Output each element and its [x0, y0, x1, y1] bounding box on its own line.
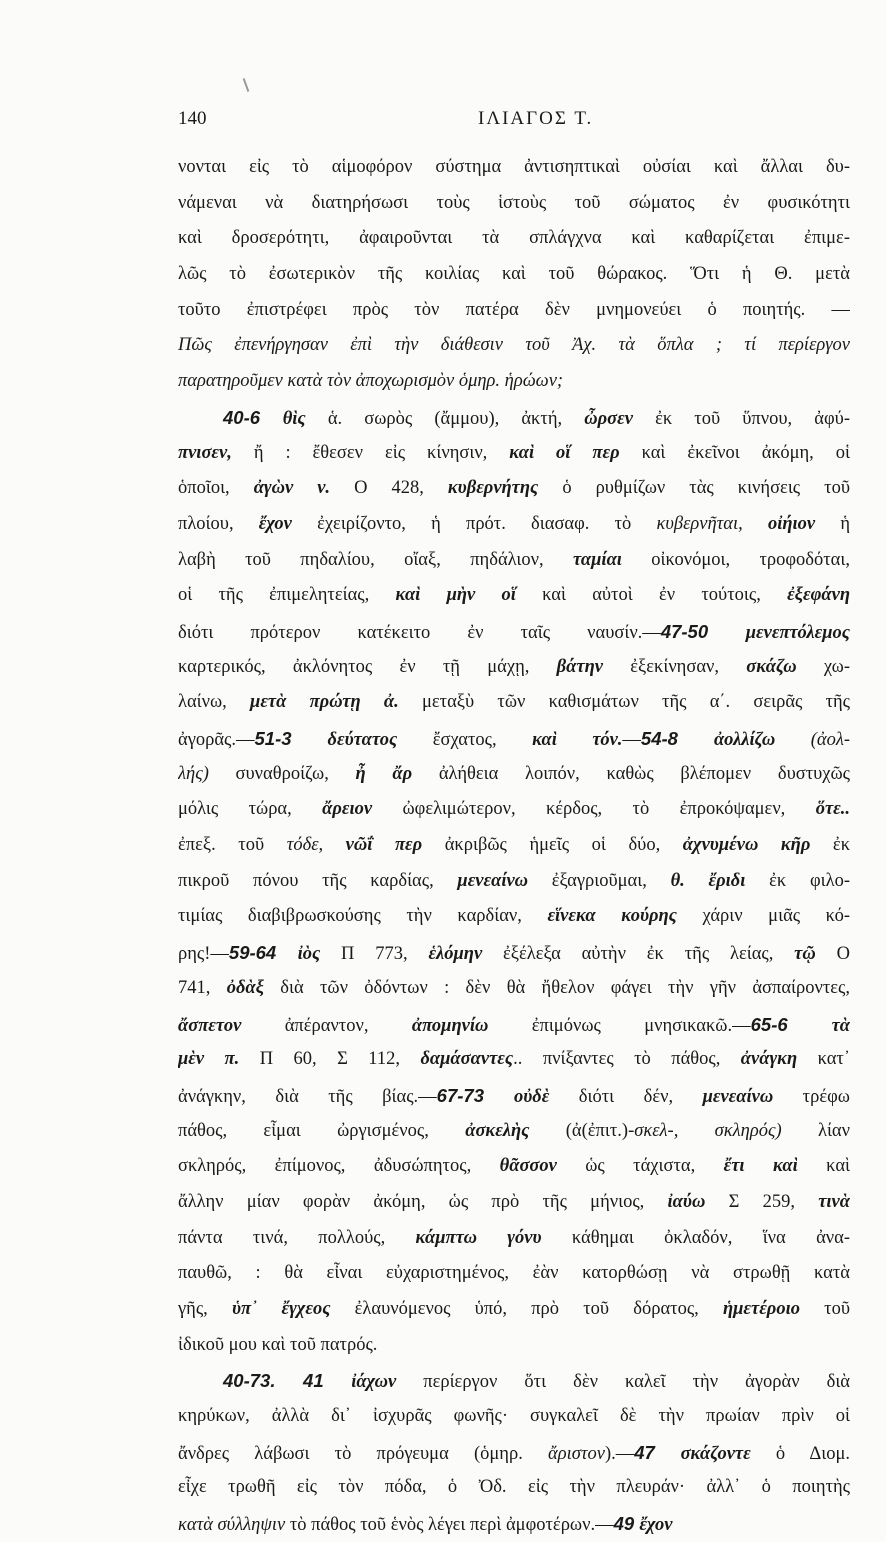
text-segment: 47: [634, 1441, 681, 1463]
text-segment: καὶ αὐτοὶ ἐν τούτοις,: [515, 585, 788, 606]
text-segment: τιμίας διαβιβρωσκούσης τὴν καρδίαν,: [178, 906, 548, 927]
text-segment: καὶ δροσερότητι, ἀφαιροῦνται τὰ σπλάγχνα καὶ καθαρίζεται ἐπιμε-: [178, 228, 850, 249]
text-segment: σκάζοντε: [680, 1443, 751, 1464]
text-line: [178, 757, 850, 793]
text-segment: 51-3: [254, 728, 328, 749]
text-line: [178, 1506, 850, 1542]
text-line: [178, 293, 850, 329]
text-line: [178, 543, 850, 579]
text-segment: ἔχον: [639, 1515, 673, 1536]
text-line: [178, 721, 850, 757]
text-segment: ἄριστον: [548, 1443, 605, 1464]
text-line: [178, 614, 850, 650]
text-segment: ἔτι καὶ: [723, 1156, 798, 1177]
text-segment: 741,: [178, 977, 227, 998]
text-segment: τὰ: [831, 1015, 850, 1036]
text-segment: συναθροίζω,: [208, 763, 356, 784]
text-segment: καὶ τόν.: [532, 730, 623, 750]
text-segment: .. πνίξαντες τὸ πάθος,: [513, 1049, 741, 1070]
text-segment: θὶς: [282, 408, 328, 429]
text-segment: ἔχον: [258, 513, 292, 534]
text-segment: νάμεναι νὰ διατηρήσωσι τοὺς ἱστοὺς τοῦ σώματος ἐν φυσικότητι: [178, 192, 850, 213]
text-segment: ὀδὰξ: [226, 977, 264, 998]
text-line: [178, 507, 850, 543]
text-segment: Ο 428,: [330, 478, 448, 499]
text-segment: οὐδὲ: [513, 1086, 550, 1107]
text-segment: 49: [613, 1513, 640, 1535]
text-segment: λαίνω,: [178, 692, 251, 713]
text-segment: κυβερνήτης: [447, 478, 539, 499]
text-segment: διότι πρότερον κατέκειτο ἐν ταῖς ναυσίν.—: [178, 622, 661, 643]
text-line: [178, 935, 850, 971]
text-segment: 65-6: [750, 1013, 832, 1035]
text-line: [178, 1256, 850, 1292]
text-line: [178, 1470, 850, 1506]
text-line: [178, 1185, 850, 1221]
text-segment: 54-8: [640, 728, 714, 749]
text-segment: Π 60, Σ 112,: [239, 1049, 421, 1070]
text-segment: καὶ μὴν οἵ: [395, 585, 516, 606]
text-segment: λής): [178, 763, 209, 784]
text-segment: ἰαύω: [667, 1191, 706, 1212]
text-segment: τῷ: [794, 944, 816, 965]
text-line: [178, 864, 850, 900]
text-segment: ἐξεκίνησαν,: [602, 656, 747, 677]
text-segment: καὶ: [797, 1156, 850, 1177]
text-segment: παυθῶ, : θὰ εἶναι εὐχαριστημένος, ἐὰν κατορθώσῃ νὰ στρωθῇ κατὰ: [178, 1263, 850, 1284]
text-line: [178, 650, 850, 686]
text-line: [178, 1149, 850, 1185]
text-segment: γῆς,: [178, 1299, 232, 1319]
text-segment: πάντα τινά, πολλούς,: [178, 1227, 416, 1248]
text-segment: μόλις τώρα,: [178, 799, 323, 820]
text-segment: παρατηροῦμεν κατὰ τὸν ἀποχωρισμὸν ὁμηρ. ἡρώων;: [178, 371, 564, 392]
text-segment: μεταξὺ τῶν καθισμάτων τῆς α΄. σειρᾶς τῆς: [398, 692, 850, 713]
text-segment: χάριν μιᾶς κό-: [676, 906, 850, 927]
text-segment: ).—: [604, 1443, 635, 1464]
text-segment: ἐκ τοῦ ὕπνου, ἀφύ-: [632, 408, 850, 429]
text-segment: Πῶς ἐπενήργησαν ἐπὶ τὴν διάθεσιν τοῦ Ἀχ. τὰ ὅπλα ; τί περίεργον: [178, 335, 850, 356]
text-segment: ἀολλίζω: [713, 730, 776, 750]
text-segment: περίεργον ὅτι δὲν καλεῖ τὴν ἀγορὰν διὰ: [396, 1372, 850, 1393]
text-segment: ἡμετέροιο: [722, 1299, 800, 1319]
text-segment: ἀλήθεια λοιπόν, καθὼς βλέπομεν δυστυχῶς: [412, 763, 850, 784]
text-line: [178, 685, 850, 721]
text-segment: ἀγὼν ν.: [253, 478, 331, 499]
text-segment: ἐκ: [810, 835, 850, 856]
text-segment: 47-50: [660, 620, 746, 642]
text-segment: βάτην: [556, 656, 603, 677]
text-segment: κάθημαι ὀκλαδόν, ἵνα ἀνα-: [541, 1227, 850, 1248]
text-segment: θᾶσσον: [499, 1156, 557, 1177]
text-segment: δεύτατος: [327, 730, 398, 750]
text-segment: σκληρός, ἐπίμονος, ἀδυσώπητος,: [178, 1156, 500, 1177]
text-segment: ἄσπετον: [178, 1015, 242, 1036]
text-line: [178, 400, 850, 436]
text-segment: μενεπτόλεμος: [745, 622, 850, 643]
text-line: [178, 1042, 850, 1078]
text-segment: δαμάσαντες: [420, 1049, 514, 1070]
text-segment: κάμπτω γόνυ: [415, 1227, 542, 1248]
text-segment: ἄνδρες λάβωσι τὸ πρόγευμα (ὁμηρ.: [178, 1443, 549, 1464]
text-segment: πνισεν,: [178, 442, 254, 463]
text-segment: λίαν: [781, 1120, 850, 1141]
text-segment: 40-73.: [223, 1370, 304, 1392]
text-segment: Σ 259,: [705, 1191, 819, 1212]
text-segment: τρέφω: [773, 1086, 850, 1107]
text-segment: τὸ πάθος τοῦ ἑνὸς λέγει περὶ ἀμφοτέρων.—: [285, 1515, 614, 1536]
text-segment: εἶχε τρωθῆ εἰς τὸν πόδα, ὁ Ὀδ. εἰς τὴν πλευράν· ἀλλ᾽ ὁ ποιητὴς: [178, 1477, 850, 1498]
text-segment: κυβερνῆται,: [656, 513, 768, 534]
text-segment: νονται εἰς τὸ αἱμοφόρον σύστημα ἀντισηπτικαὶ οὐσίαι καὶ ἄλλαι δυ-: [178, 157, 850, 177]
text-segment: τόδε,: [286, 835, 346, 856]
text-segment: καὶ ἐκεῖνοι ἀκόμη, οἱ: [619, 442, 850, 463]
text-segment: ἐπιμόνως μνησικακῶ.—: [488, 1015, 751, 1036]
text-segment: τινὰ: [818, 1191, 850, 1212]
text-line: [178, 436, 850, 472]
text-segment: ὁ ρυθμίζων τὰς κινήσεις τοῦ: [538, 478, 850, 499]
text-line: [178, 828, 850, 864]
text-segment: ἐπεξ. τοῦ: [178, 835, 287, 856]
text-segment: καὶ οἵ περ: [509, 442, 620, 463]
text-segment: τοῦ: [799, 1299, 850, 1319]
text-segment: διὰ τῶν ὀδόντων : δὲν θὰ ἤθελον φάγει τὴν γῆν ἀσπαίροντες,: [263, 977, 850, 998]
text-segment: ἐχειρίζοντο, ἡ πρότ. διασαφ. τὸ: [291, 513, 657, 534]
text-segment: κηρύκων, ἀλλὰ δι᾽ ἰσχυρᾶς φωνῆς· συγκαλεῖ δὲ τὴν πρωίαν πρὶν οἱ: [178, 1406, 850, 1427]
text-segment: ἀπομηνίω: [411, 1015, 489, 1036]
text-segment: ἰὸς: [297, 944, 321, 965]
text-segment: ὠφελιμώτερον, κέρδος, τὸ ἐπροκόψαμεν,: [372, 799, 816, 820]
text-line: [178, 578, 850, 614]
text-segment: Ο: [815, 944, 850, 965]
text-segment: κατ᾽: [797, 1049, 850, 1070]
text-segment: πάθος, εἶμαι ὠργισμένος,: [178, 1120, 466, 1141]
text-segment: μενεαίνω: [457, 870, 529, 891]
text-segment: μετὰ πρώτῃ ἀ.: [250, 692, 399, 713]
text-segment: 59-64: [228, 942, 298, 964]
page-number: 140: [178, 108, 207, 129]
text-segment: ἀπέραντον,: [241, 1015, 412, 1036]
text-line: [178, 328, 850, 364]
text-segment: ἑλόμην: [428, 944, 483, 965]
text-segment: (ἀ(ἐπιτ.)-: [529, 1120, 635, 1141]
text-segment: ἤ : ἔθεσεν εἰς κίνησιν,: [253, 442, 510, 463]
text-segment: ἐξέλεξα αὐτὴν ἐκ τῆς λείας,: [482, 944, 795, 965]
text-line: [178, 257, 850, 293]
text-segment: ἐξαγριοῦμαι,: [528, 870, 671, 891]
text-line: [178, 221, 850, 257]
text-segment: ἀνάγκην, διὰ τῆς βίας.—: [178, 1086, 437, 1107]
text-segment: ἀγορᾶς.—: [178, 730, 255, 750]
text-segment: ἄρειον: [322, 799, 373, 820]
text-segment: ἀκριβῶς ἡμεῖς οἱ δύο,: [422, 835, 683, 856]
running-title: ΙΛΙΑΓΟΣ Τ.: [478, 108, 594, 129]
text-segment: ἔσχατος,: [397, 730, 533, 750]
text-segment: ἦ ἄρ: [355, 763, 413, 784]
text-line: [178, 792, 850, 828]
text-segment: ἀνάγκη: [740, 1049, 798, 1070]
text-segment: ἡ: [815, 513, 850, 534]
text-segment: σκελ-, σκληρός): [634, 1120, 782, 1141]
text-segment: ἀσκελὴς: [465, 1120, 530, 1141]
text-segment: οἱ τῆς ἐπιμελητείας,: [178, 585, 396, 606]
text-line: [178, 1328, 850, 1364]
text-line: [178, 1363, 850, 1399]
text-segment: (ἀολ-: [775, 730, 850, 750]
text-segment: πικροῦ πόνου τῆς καρδίας,: [178, 870, 458, 891]
text-line: [178, 899, 850, 935]
text-segment: διότι δέν,: [549, 1086, 703, 1107]
text-line: [178, 1114, 850, 1150]
text-segment: λῶς τὸ ἐσωτερικὸν τῆς κοιλίας καὶ τοῦ θώρακος. Ὅτι ἡ Θ. μετὰ: [178, 264, 850, 285]
text-segment: οἰήιον: [767, 513, 816, 534]
text-line: [178, 471, 850, 507]
text-line: [178, 186, 850, 222]
text-segment: καρτερικός, ἀκλόνητος ἐν τῇ μάχῃ,: [178, 656, 557, 677]
text-segment: νῶΐ περ: [345, 835, 423, 856]
text-segment: κατὰ σύλληψιν: [178, 1515, 286, 1536]
text-segment: χω-: [796, 656, 850, 677]
text-line: [178, 1078, 850, 1114]
text-segment: μὲν π.: [178, 1049, 240, 1070]
text-segment: —: [622, 730, 641, 750]
text-line: [178, 1007, 850, 1043]
text-segment: ἐξεφάνη: [787, 585, 850, 606]
text-segment: 40-6: [223, 406, 283, 428]
text-segment: ὁποῖοι,: [178, 478, 254, 499]
text-line: [178, 1292, 850, 1328]
text-line: [178, 971, 850, 1007]
text-line: [178, 364, 850, 400]
text-segment: θ. ἔριδι: [670, 870, 746, 891]
text-segment: μενεαίνω: [702, 1086, 774, 1107]
text-segment: ἁ. σωρὸς (ἄμμου), ἀκτή,: [327, 408, 585, 429]
text-segment: ὦρσεν: [584, 408, 633, 429]
text-segment: ὡς τάχιστα,: [556, 1156, 724, 1177]
commentary-text: [178, 150, 850, 1542]
text-segment: ἀχνυμένω κῆρ: [682, 835, 811, 856]
text-segment: τοῦτο ἐπιστρέφει πρὸς τὸν πατέρα δὲν μνημονεύει ὁ ποιητής. —: [178, 299, 850, 320]
text-segment: ἐκ φιλο-: [745, 870, 850, 891]
text-segment: ταμίαι: [572, 549, 622, 570]
text-segment: ἄλλην μίαν φορὰν ἀκόμη, ὡς πρὸ τῆς μήνιος,: [178, 1191, 668, 1212]
text-segment: Π 773,: [320, 944, 429, 965]
text-line: [178, 150, 850, 186]
text-segment: εἵνεκα κούρης: [547, 906, 677, 927]
text-line: [178, 1435, 850, 1471]
text-line: [178, 1221, 850, 1257]
text-segment: 41: [303, 1370, 352, 1392]
text-segment: πλοίου,: [178, 513, 259, 534]
text-segment: ὑπ᾽ ἔγχεος: [231, 1299, 331, 1319]
text-segment: ἐλαυνόμενος ὑπό, πρὸ τοῦ δόρατος,: [330, 1299, 723, 1319]
text-segment: ὅτε..: [815, 799, 850, 820]
text-segment: ὁ Διομ.: [750, 1443, 850, 1464]
text-segment: ἰδικοῦ μου καὶ τοῦ πατρός.: [178, 1334, 378, 1355]
text-segment: ἰάχων: [351, 1372, 397, 1393]
running-head: [178, 108, 848, 138]
text-line: [178, 1399, 850, 1435]
text-segment: ρης!—: [178, 944, 229, 965]
text-segment: λαβὴ τοῦ πηδαλίου, οἴαξ, πηδάλιον,: [178, 549, 573, 570]
text-segment: οἰκονόμοι, τροφοδόται,: [621, 549, 850, 570]
text-segment: σκάζω: [746, 656, 797, 677]
text-segment: 67-73: [436, 1084, 514, 1106]
margin-mark: [243, 78, 250, 92]
